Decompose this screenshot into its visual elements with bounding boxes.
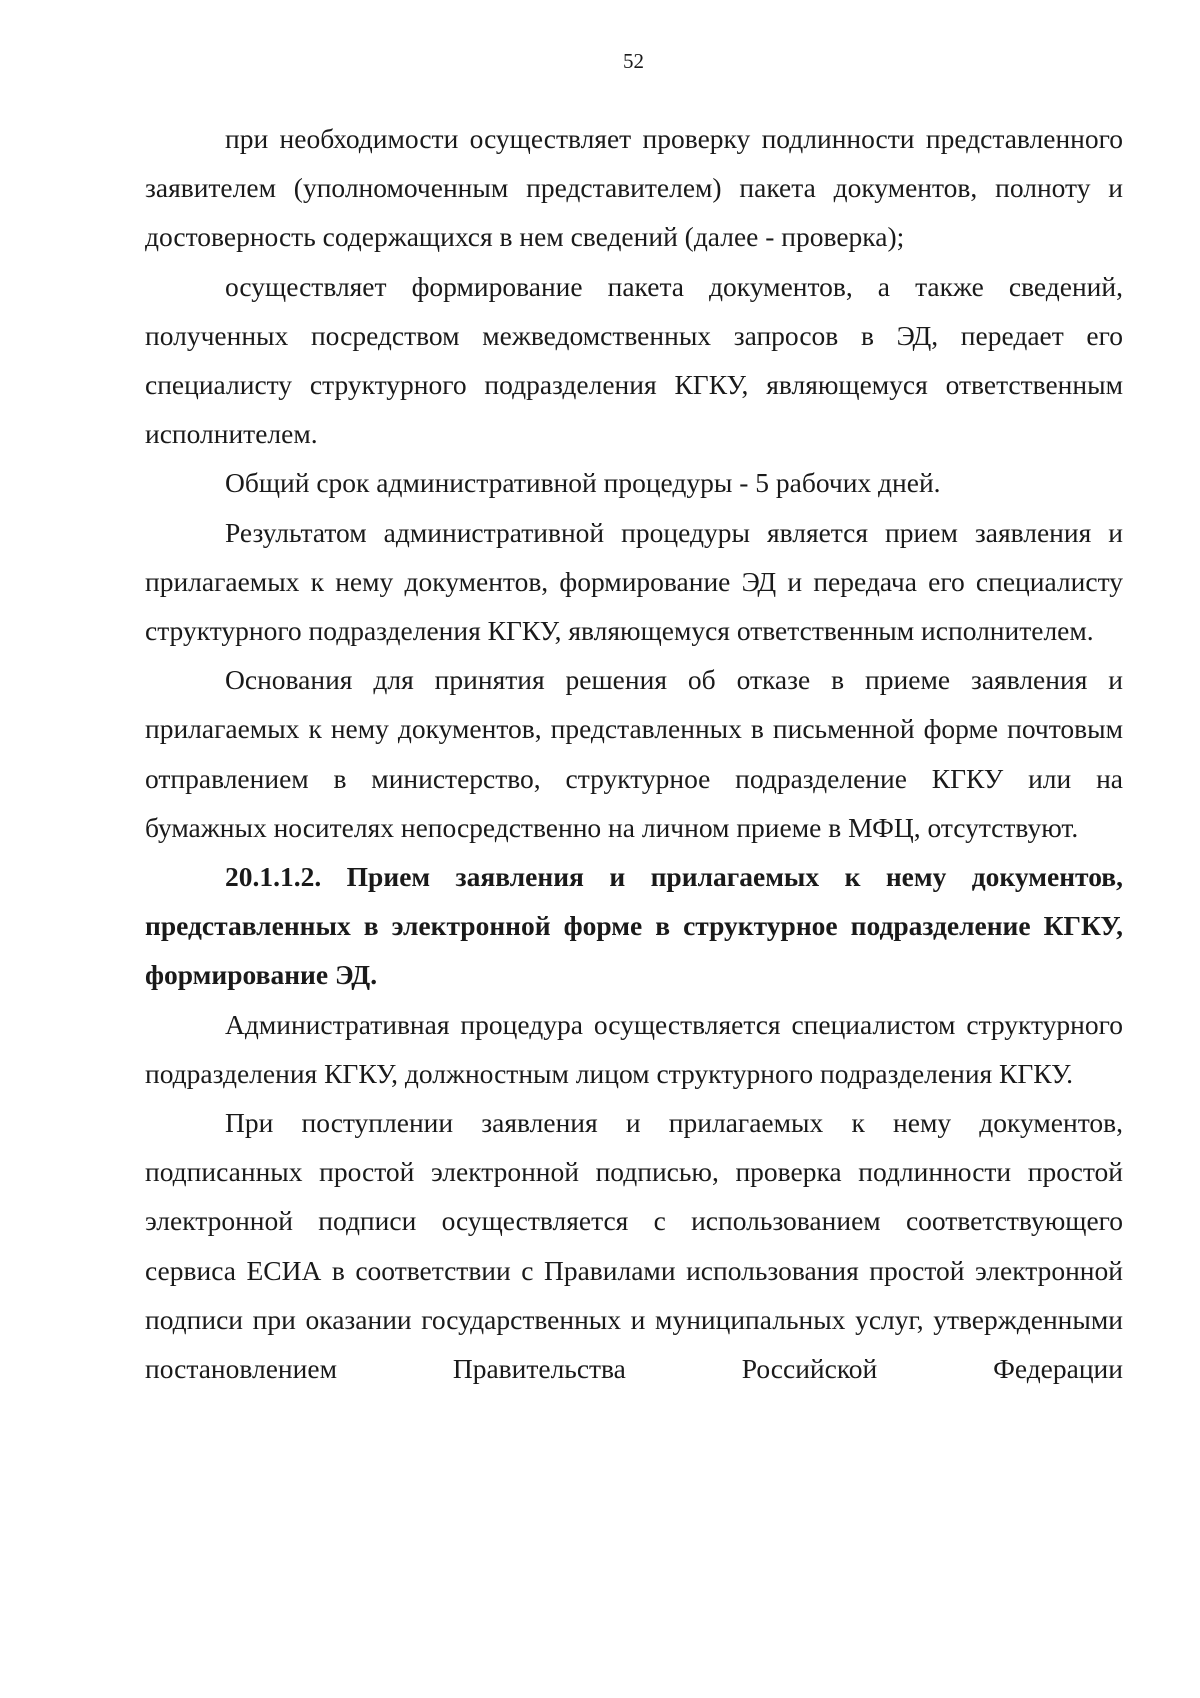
section-heading: 20.1.1.2. Прием заявления и прилагаемых к нему документов, представленных в электронной форме в структурное подразделение КГКУ, формирование ЭД. bbox=[145, 861, 1123, 991]
paragraph-refusal-grounds: Основания для принятия решения об отказе в приеме заявления и прилагаемых к нему документов, представленных в письменной форме почтовым отправлением в министерство, структурное подразделение КГКУ или на бумажных носителях непосредственно на личном приеме в МФЦ, отсутствуют. bbox=[145, 664, 1123, 843]
page-number: 52 bbox=[623, 49, 644, 73]
paragraph-signature-check: При поступлении заявления и прилагаемых к нему документов, подписанных простой электронной подписью, проверка подлинности простой электронной подписи осуществляется с использованием соответствующего сервиса ЕСИА в соответствии с Правилами использования простой электронной подписи при оказании государственных и муниципальных услуг, утвержденными постановлением Правительства Российской Федерации bbox=[145, 1107, 1123, 1385]
document-body bbox=[145, 114, 1123, 1393]
paragraph-verification: при необходимости осуществляет проверку подлинности представленного заявителем (уполномоченным представителем) пакета документов, полноту и достоверность содержащихся в нем сведений (далее - проверка); bbox=[145, 123, 1123, 253]
paragraph-procedure-executor: Административная процедура осуществляется специалистом структурного подразделения КГКУ, должностным лицом структурного подразделения КГКУ. bbox=[145, 1008, 1123, 1089]
paragraph-procedure-result: Результатом административной процедуры является прием заявления и прилагаемых к нему документов, формирование ЭД и передача его специалисту структурного подразделения КГКУ, являющемуся ответственным исполнителем. bbox=[145, 516, 1123, 647]
paragraph-package-formation: осуществляет формирование пакета документов, а также сведений, полученных посредством межведомственных запросов в ЭД, передает его специалисту структурного подразделения КГКУ, являющемуся ответственным исполнителем. bbox=[145, 270, 1123, 450]
paragraph-procedure-term: Общий срок административной процедуры - 5 рабочих дней. bbox=[225, 467, 941, 499]
